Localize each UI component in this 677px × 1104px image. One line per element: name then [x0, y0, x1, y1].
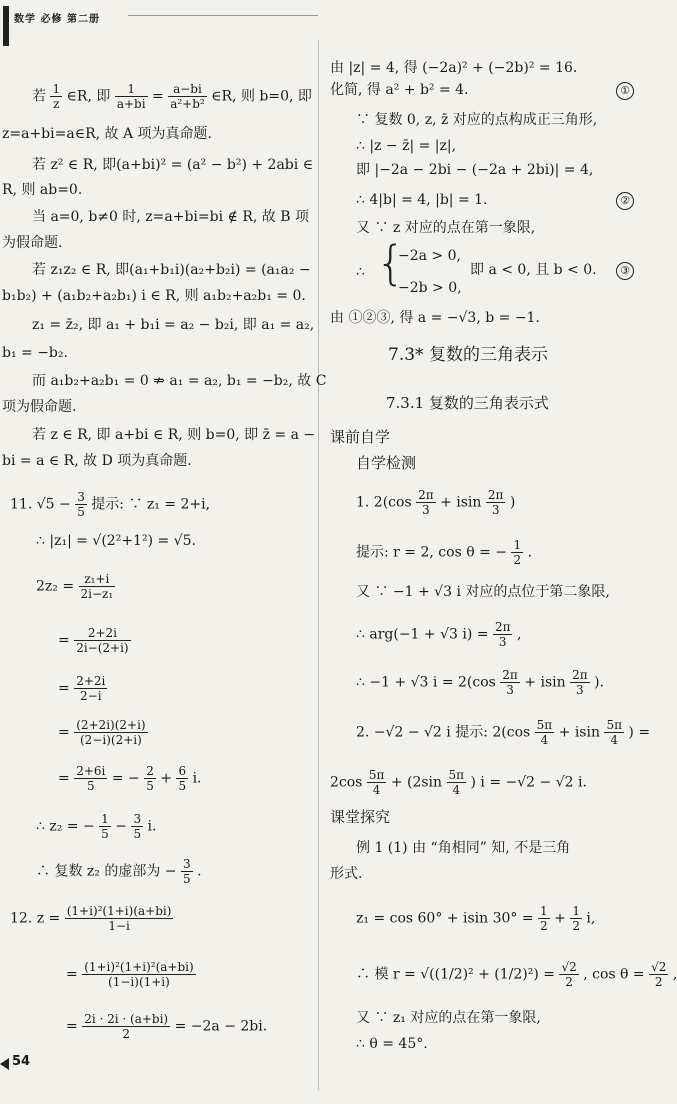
example-line-3: z₁ = cos 60° + isin 30° = $\frac{1}{2}$ + $\frac{1}{2}$ i, [356, 904, 596, 933]
self-line-3: 又 ∵ −1 + √3 i 对应的点位于第二象限, [356, 584, 610, 600]
left-line-a2: z=a+bi=a∈R, 故 A 项为真命题. [2, 126, 212, 142]
system-conclusion: 即 a < 0, 且 b < 0. [470, 262, 597, 278]
self-line-4: ∴ arg(−1 + √3 i) = $\frac{2\pi}{3}$ , [356, 620, 522, 649]
right-line-r5: 即 |−2a − 2bi − (−2a + 2bi)| = 4, [356, 162, 594, 178]
left-line-e1: 若 z ∈ R, 即 a+bi ∈ R, 则 b=0, 即 z̄ = a − [32, 427, 316, 443]
left-line-b2: R, 则 ab=0. [2, 182, 83, 198]
system-top: −2a > 0, [398, 248, 461, 264]
q11-line-f: = $\frac{2+2i}{2-i}$ [58, 674, 106, 703]
left-line-b1: 若 z² ∈ R, 即(a+bi)² = (a² − b²) + 2abi ∈ [32, 157, 314, 173]
q11-line-i: ∴ z₂ = − $\frac{1}{5}$ − $\frac{3}{5}$ i. [36, 812, 157, 841]
system-bottom: −2b > 0, [398, 280, 462, 296]
left-line-a1: 若 $\frac{1}{z}$ ∈R, 即 $\frac{1}{a+bi}$ = $\frac{a-bi}{\text{a²+b²}}$ ∈R, 则 b=0, 即 [32, 82, 312, 111]
q11-line-c: ∴ |z₁| = √(2²+1²) = √5. [36, 533, 196, 549]
subsection-title: 7.3.1 复数的三角表示式 [386, 394, 549, 412]
self-line-7: 2cos $\frac{5\pi}{4}$ + (2sin $\frac{5\pi}{4}$ ) i = −√2 − √2 i. [330, 768, 587, 797]
heading-selfcheck: 自学检测 [356, 454, 417, 472]
right-line-r9: 由 ①②③, 得 a = −√3, b = −1. [330, 310, 540, 326]
q11-line-h: = $\frac{2+6i}{5}$ = − $\frac{2}{5}$ + $\frac{6}{5}$ i. [58, 764, 202, 793]
system-brace: { [376, 236, 406, 290]
left-line-d5: 而 a₁b₂+a₂b₁ = 0 ⇏ a₁ = a₂, b₁ = −b₂, 故 C [32, 373, 327, 389]
left-line-c1: 当 a=0, b≠0 时, z=a+bi=bi ∉ R, 故 B 项 [32, 209, 309, 225]
q11-line-j: ∴ 复数 z₂ 的虚部为 − $\frac{3}{5}$ . [36, 857, 202, 886]
header-rule [128, 15, 318, 16]
left-line-d2: b₁b₂) + (a₁b₂+a₂b₁) i ∈ R, 则 a₁b₂+a₂b₁ = 0. [2, 288, 306, 304]
right-line-r7: 又 ∵ z 对应的点在第一象限, [356, 220, 536, 236]
q11-line-g: = $\frac{(2+2i)(2+i)}{(2-i)(2+i)}$ [58, 718, 146, 747]
page-number: 54 [12, 1054, 31, 1069]
left-line-e2: bi = a ∈ R, 故 D 项为真命题. [2, 453, 192, 469]
left-line-d3: z₁ = z̄₂, 即 a₁ + b₁i = a₂ − b₂i, 即 a₁ = a₂, [32, 317, 315, 333]
self-2: 2. −√2 − √2 i 提示: 2(cos $\frac{5\pi}{4}$ + isin $\frac{5\pi}{4}$ ) = [356, 718, 651, 747]
mark-1: ① [616, 82, 634, 100]
right-line-r6: ∴ 4|b| = 4, |b| = 1. [356, 192, 488, 208]
q12-line-a: 12. z = $\frac{\text{(1+i)²(1+i)(a+bi)}}{1-i}$ [10, 904, 172, 933]
page-marker-icon [0, 1058, 9, 1070]
right-line-r4: ∴ |z − z̄| = |z|, [356, 138, 457, 154]
right-line-r1: 由 |z| = 4, 得 (−2a)² + (−2b)² = 16. [330, 60, 578, 76]
q12-line-c: = $\frac{2i \cdot 2i \cdot (a+bi)}{2}$ = −2a − 2bi. [66, 1012, 268, 1041]
right-line-r8: ∴ [356, 264, 365, 280]
header-title: 数学 必修 第二册 [14, 14, 100, 25]
example-line-4: ∴ 模 r = √((1/2)² + (1/2)²) = $\frac{√2}{2}$ , cos θ = $\frac{√2}{2}$ , [356, 960, 677, 989]
example-line-5: 又 ∵ z₁ 对应的点在第一象限, [356, 1010, 541, 1026]
example-line-6: ∴ θ = 45°. [356, 1036, 428, 1052]
mark-3: ③ [616, 262, 634, 280]
q12-line-b: = $\frac{\text{(1+i)²(1+i)²(a+bi)}}{(1-i)(1+i)}$ [66, 960, 194, 989]
example-line-2: 形式. [330, 866, 363, 882]
left-line-d6: 项为假命题. [2, 399, 77, 415]
column-divider [318, 40, 319, 1090]
q11-line-e: = $\frac{2+2i}{2i-(2+i)}$ [58, 626, 129, 655]
header-bar [3, 6, 9, 46]
mark-2: ② [616, 192, 634, 210]
right-line-r2: 化简, 得 a² + b² = 4. [330, 82, 469, 98]
heading-preview: 课前自学 [330, 428, 391, 446]
self-line-5: ∴ −1 + √3 i = 2(cos $\frac{2\pi}{3}$ + isin $\frac{2\pi}{3}$ ). [356, 668, 604, 697]
example-line-1: 例 1 (1) 由 “角相同” 知, 不是三角 [356, 840, 571, 856]
left-line-d1: 若 z₁z₂ ∈ R, 即(a₁+b₁i)(a₂+b₂i) = (a₁a₂ − [32, 262, 311, 278]
page-footer [0, 1052, 80, 1076]
page-header [0, 0, 638, 40]
heading-explore: 课堂探究 [330, 808, 391, 826]
self-hint-1: 提示: r = 2, cos θ = − $\frac{1}{2}$ . [356, 538, 532, 567]
q11-answer: 11. √5 − $\frac{3}{5}$ 提示: ∵ z₁ = 2+i, [10, 490, 211, 519]
self-1: 1. 2(cos $\frac{2\pi}{3}$ + isin $\frac{2\pi}{3}$ ) [356, 488, 516, 517]
q11-line-d: 2z₂ = $\frac{\text{z₁+i}}{\text{2i−z₁}}$ [36, 572, 114, 601]
left-line-c2: 为假命题. [2, 235, 63, 251]
section-title: 7.3* 复数的三角表示 [388, 345, 548, 365]
right-line-r3: ∵ 复数 0, z, z̄ 对应的点构成正三角形, [356, 112, 598, 128]
left-line-d4: b₁ = −b₂. [2, 345, 68, 361]
